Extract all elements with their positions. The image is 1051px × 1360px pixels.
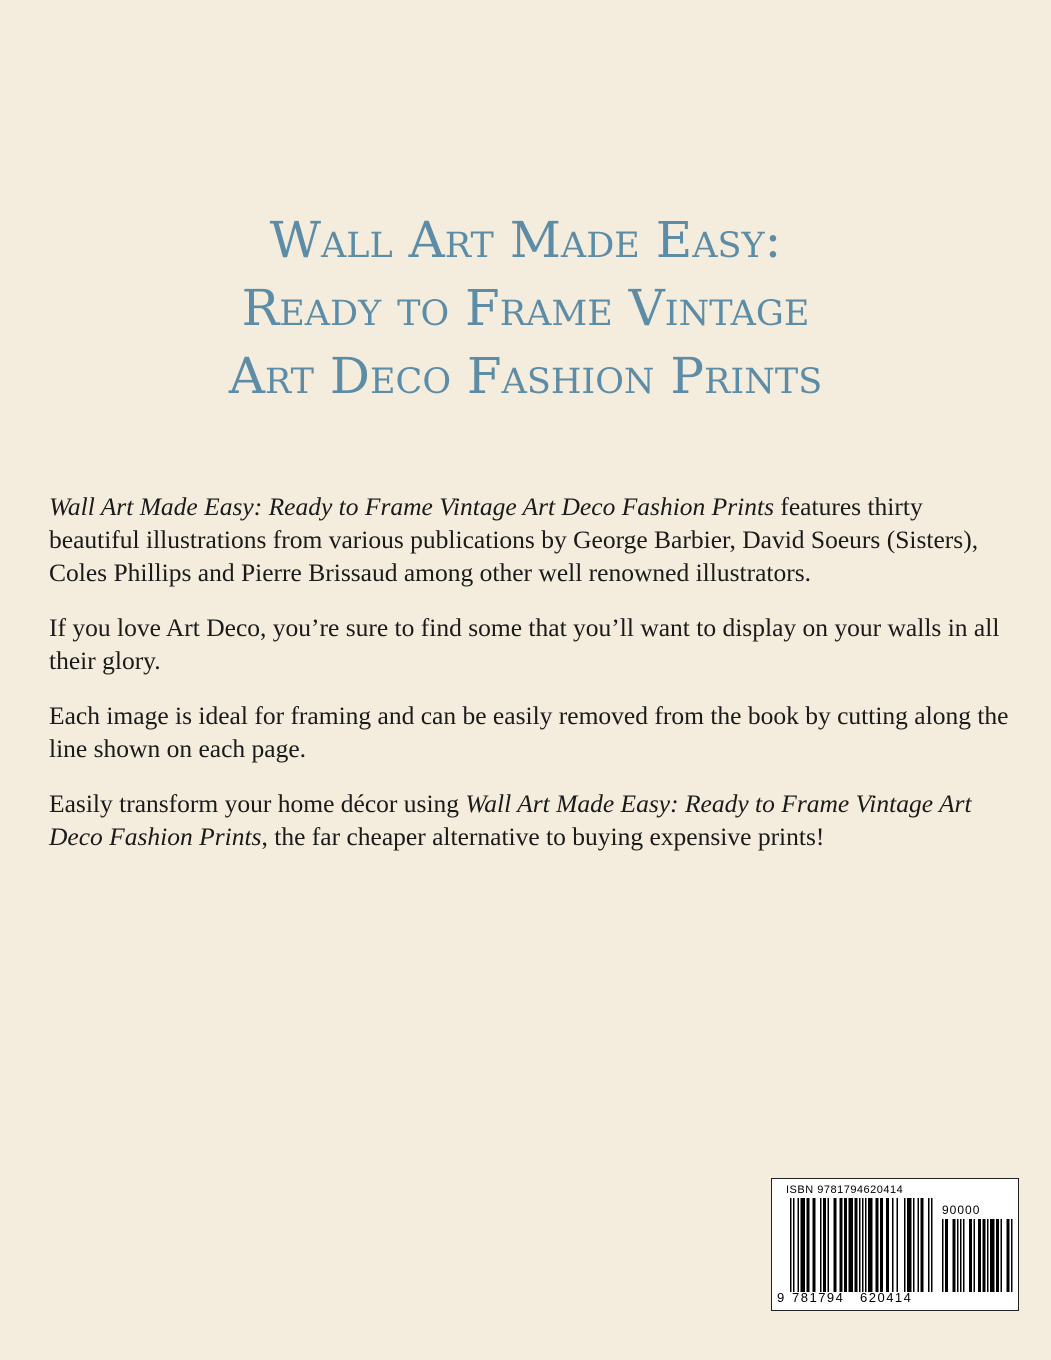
barcode-bar <box>886 1198 889 1292</box>
book-title-italic: Wall Art Made Easy: Ready to Frame Vintage Art Deco Fashion Prints <box>49 492 774 521</box>
barcode-bar <box>834 1198 837 1292</box>
ean-first-digit: 9 <box>777 1290 786 1305</box>
paragraph-4-after: , the far cheaper alternative to buying expensive prints! <box>261 822 825 851</box>
barcode-bar <box>823 1198 826 1292</box>
barcode-bar <box>907 1198 912 1292</box>
book-title <box>0 206 1051 410</box>
book-description <box>49 490 1009 875</box>
barcode-bar <box>918 1198 920 1292</box>
barcode-bar <box>849 1198 854 1292</box>
barcode-bar <box>913 1198 915 1292</box>
barcode-addon-number: 90000 <box>942 1203 981 1217</box>
barcode-bar <box>801 1198 806 1292</box>
paragraph-4-before: Easily transform your home décor using <box>49 789 466 818</box>
barcode-bar <box>974 1219 976 1292</box>
barcode-bar <box>963 1219 965 1292</box>
barcode-bar <box>813 1198 816 1292</box>
book-title-italic: Wall Art Made Easy: Ready to Frame Vintage Art Deco Fashion Prints <box>49 789 972 851</box>
barcode-bar <box>942 1219 944 1292</box>
barcode-bar <box>904 1198 906 1292</box>
title-line-1: Wall Art Made Easy: <box>269 211 782 269</box>
barcode-bar <box>892 1198 894 1292</box>
barcode-bar <box>840 1198 843 1292</box>
barcode-bar <box>828 1198 830 1292</box>
barcode-bar <box>798 1198 800 1292</box>
isbn-barcode <box>771 1178 1019 1311</box>
barcode-bar <box>793 1198 795 1292</box>
barcode-bar <box>960 1219 962 1292</box>
paragraph-1-text: features thirty beautiful illustrations from various publications by George Barbier, David Soeurs (Sisters), Coles Phillips and Pierre Brissaud among other well renowned illustrators. <box>49 492 979 587</box>
barcode-bar <box>1011 1219 1013 1292</box>
barcode-bar <box>859 1198 861 1292</box>
barcode-bar <box>865 1198 867 1292</box>
barcode-bar <box>897 1198 899 1292</box>
description-paragraph-1 <box>49 490 1009 589</box>
barcode-bar <box>990 1219 995 1292</box>
description-paragraph-3: Each image is ideal for framing and can be easily removed from the book by cutting along the line shown on each page. <box>49 701 1009 763</box>
description-paragraph-2: If you love Art Deco, you’re sure to find some that you’ll want to display on your walls in all their glory. <box>49 613 1000 675</box>
title-line-3: Art Deco Fashion Prints <box>228 347 823 405</box>
barcode-bar <box>880 1198 883 1292</box>
barcode-bar <box>978 1219 981 1292</box>
barcode-bar <box>953 1219 956 1292</box>
ean-left-digits: 781794 <box>792 1290 845 1305</box>
barcode-bar <box>820 1198 822 1292</box>
description-paragraph-4 <box>49 787 1009 853</box>
barcode-bar <box>931 1198 933 1292</box>
barcode-bar <box>928 1198 930 1292</box>
barcode-bar <box>844 1198 847 1292</box>
isbn-label: ISBN 9781794620414 <box>786 1184 904 1196</box>
barcode-bar <box>1001 1219 1003 1292</box>
title-line-2: Ready to Frame Vintage <box>241 279 810 337</box>
barcode-bar <box>996 1219 999 1292</box>
barcode-bar <box>987 1219 989 1292</box>
barcode-bar <box>983 1219 986 1292</box>
barcode-bar <box>957 1219 959 1292</box>
barcode-bar <box>855 1198 858 1292</box>
barcode-bar <box>876 1198 879 1292</box>
barcode-bar <box>807 1198 810 1292</box>
barcode-bar <box>868 1198 873 1292</box>
barcode-bar <box>945 1219 948 1292</box>
barcode-bar <box>969 1219 972 1292</box>
ean-right-digits: 620414 <box>860 1290 913 1305</box>
barcode-bar <box>790 1198 792 1292</box>
barcode-bar <box>921 1198 924 1292</box>
barcode-bar <box>1007 1219 1010 1292</box>
barcode-bar <box>862 1198 864 1292</box>
